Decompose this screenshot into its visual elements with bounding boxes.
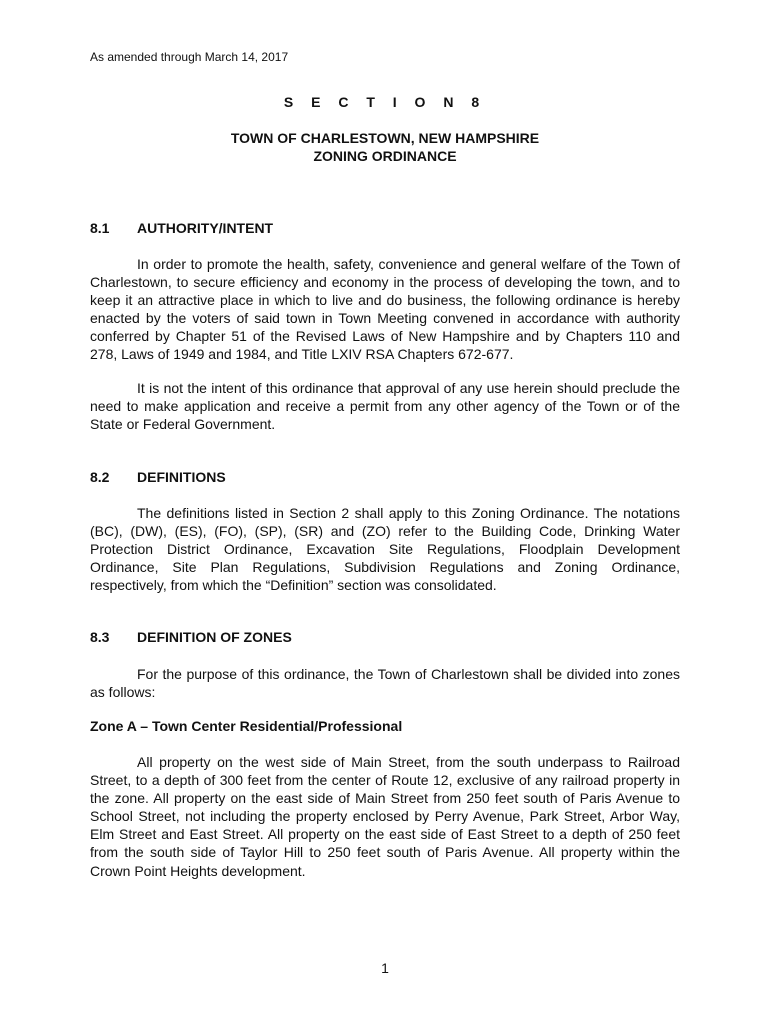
document-title-line-1: TOWN OF CHARLESTOWN, NEW HAMPSHIRE [230,130,540,146]
section-heading-8-2 [90,469,226,486]
section-heading-text: DEFINITIONS [137,469,226,485]
section-heading-text: AUTHORITY/INTENT [137,220,274,236]
paragraph-intent: It is not the intent of this ordinance that approval of any use herein should preclude the need to make application and receive a permit from any other agency of the Town or of the State or Federal Government. [90,380,680,433]
paragraph-zone-a: All property on the west side of Main Street, from the south underpass to Railroad Street, to a depth of 300 feet from the center of Route 12, exclusive of any railroad property in the zone. All property on the east side of Main Street from 250 feet south of Paris Avenue to School Street, not including the property enclosed by Perry Avenue, Park Street, Arbor Way, Elm Street and East Street. All property on the east side of East Street to a depth of 250 feet from the south side of Taylor Hill to 250 feet south of Paris Avenue. All property within the Crown Point Heights development. [90,754,680,879]
amendment-note: As amended through March 14, 2017 [90,50,289,64]
section-number: 8.3 [90,629,110,645]
section-number: 8.2 [90,469,110,485]
paragraph-authority: In order to promote the health, safety, convenience and general welfare of the Town of Charlestown, to secure efficiency and economy in the process of developing the town, and to keep it an attractive place in which to live and do business, the following ordinance is hereby enacted by the voters of said town in Town Meeting convened in accordance with authority conferred by Chapter 51 of the Revised Laws of New Hampshire and by Chapters 110 and 278, Laws of 1949 and 1984, and Title LXIV RSA Chapters 672-677. [90,256,680,363]
paragraph-definitions: The definitions listed in Section 2 shall apply to this Zoning Ordinance. The notations (BC), (DW), (ES), (FO), (SP), (SR) and (ZO) refer to the Building Code, Drinking Water Protection District Ordinance, Excavation Site Regulations, Floodplain Development Ordinance, Site Plan Regulations, Subdivision Regulations and Zoning Ordinance, respectively, from which the “Definition” section was consolidated. [90,505,680,594]
zone-a-heading: Zone A – Town Center Residential/Professional [90,718,403,734]
paragraph-zones-intro: For the purpose of this ordinance, the Town of Charlestown shall be divided into zones as follows: [90,666,680,701]
document-title-line-2: ZONING ORDINANCE [313,148,457,164]
section-heading-8-3 [90,629,292,646]
section-heading-8-1 [90,220,273,237]
page-number: 1 [381,960,389,976]
section-heading-text: DEFINITION OF ZONES [137,629,292,645]
section-title: S E C T I O N 8 [283,94,487,110]
section-number: 8.1 [90,220,110,236]
